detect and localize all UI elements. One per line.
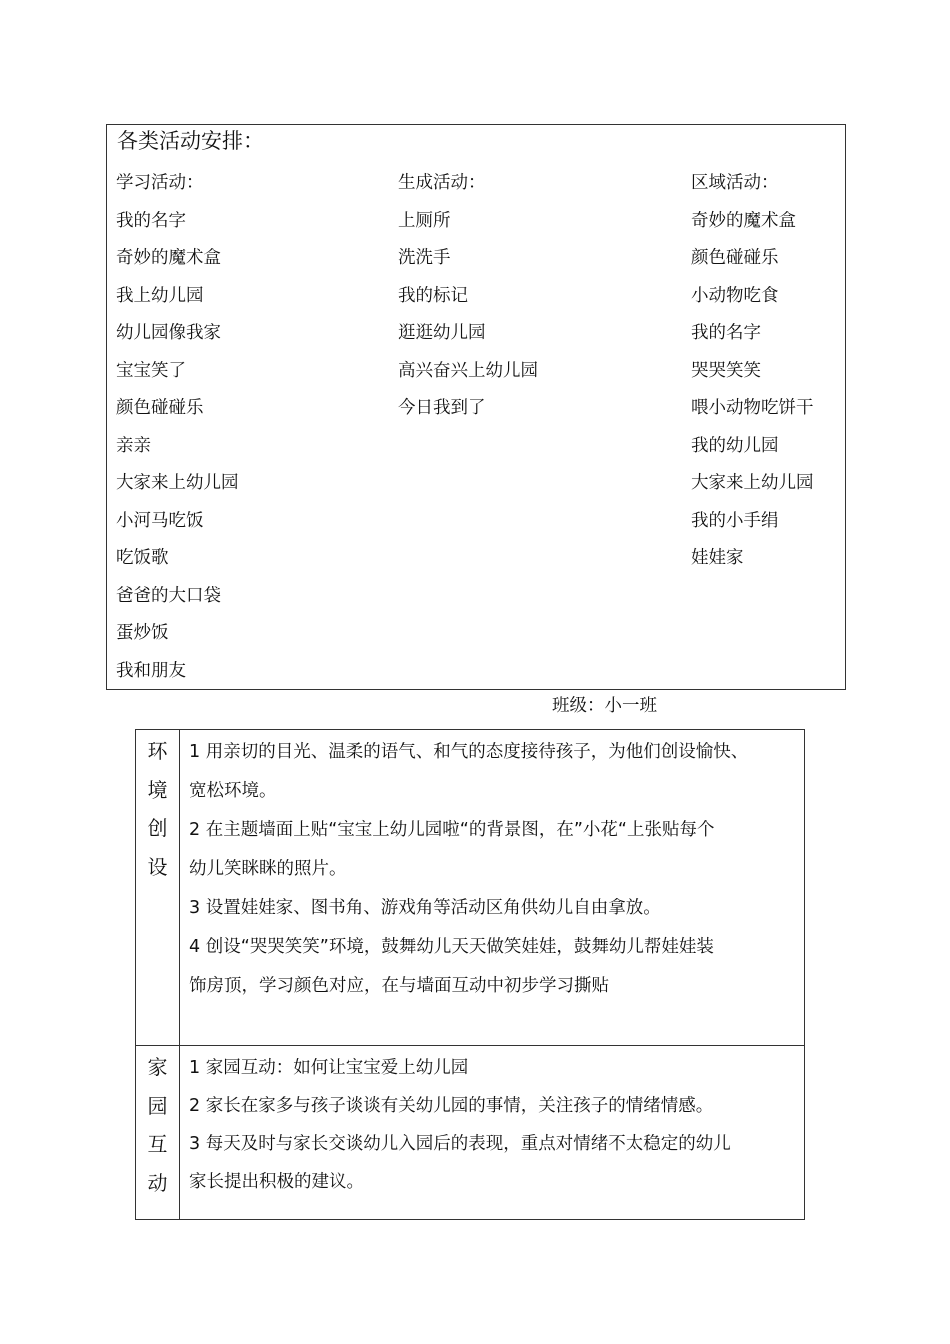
- list-item: 幼儿园像我家: [116, 323, 221, 343]
- home-line: 3 每天及时与家长交谈幼儿入园后的表现，重点对情绪不太稳定的幼儿: [189, 1134, 731, 1154]
- environment-header: [136, 730, 180, 1045]
- home-interaction-header: [136, 1046, 180, 1219]
- header-char: 设: [147, 854, 168, 879]
- environment-content: [180, 730, 804, 1045]
- header-char: 境: [147, 777, 168, 802]
- list-item: 喂小动物吃饼干: [691, 398, 814, 418]
- environment-line: 4 创设“哭哭笑笑”环境，鼓舞幼儿天天做笑娃娃，鼓舞幼儿帮娃娃装: [189, 937, 714, 957]
- header-char: 互: [147, 1132, 168, 1156]
- home-line: 1 家园互动：如何让宝宝爱上幼儿园: [189, 1058, 469, 1078]
- list-item: 颜色碰碰乐: [116, 398, 204, 418]
- list-item: 上厕所: [398, 210, 451, 231]
- environment-line: 3 设置娃娃家、图书角、游戏角等活动区角供幼儿自由拿放。: [189, 898, 661, 918]
- list-item: 宝宝笑了: [116, 360, 186, 381]
- list-item: 高兴奋兴上幼儿园: [398, 360, 538, 381]
- list-item: 我的名字: [691, 323, 761, 343]
- home-interaction-content: [180, 1046, 804, 1219]
- header-char: 家: [147, 1055, 168, 1079]
- list-item: 小动物吃食: [691, 285, 779, 306]
- list-item: 逛逛幼儿园: [398, 323, 486, 343]
- environment-line: 幼儿笑眯眯的照片。: [189, 859, 347, 879]
- list-item: 爸爸的大口袋: [116, 585, 221, 606]
- list-item: 今日我到了: [398, 398, 486, 418]
- activity-title: 各类活动安排：: [117, 129, 264, 153]
- learning-activities-column: [116, 165, 239, 690]
- list-item: 小河马吃饭: [116, 510, 204, 531]
- list-item: 大家来上幼儿园: [116, 473, 239, 493]
- list-item: 我上幼儿园: [116, 285, 204, 306]
- header-char: 动: [147, 1170, 168, 1195]
- list-item: 吃饭歌: [116, 548, 169, 568]
- list-item: 我的幼儿园: [691, 435, 779, 456]
- generative-activities-column: [398, 165, 538, 428]
- header-char: 创: [147, 816, 168, 840]
- environment-line: 2 在主题墙面上贴“宝宝上幼儿园啦“的背景图，在”小花“上张贴每个: [189, 820, 715, 840]
- list-item: 哭哭笑笑: [691, 360, 761, 381]
- environment-line: 宽松环境。: [189, 781, 277, 801]
- list-item: 娃娃家: [691, 548, 744, 568]
- area-activities-column: [691, 165, 814, 578]
- list-item: 颜色碰碰乐: [691, 248, 779, 268]
- header-char: 环: [147, 739, 168, 763]
- list-item: 我的名字: [116, 210, 186, 231]
- list-item: 我的标记: [398, 285, 468, 306]
- list-item: 亲亲: [116, 435, 151, 456]
- table-row-home-interaction: [136, 1045, 804, 1219]
- header-char: 园: [147, 1093, 168, 1118]
- activity-schedule-box: [106, 124, 846, 690]
- list-item: 奇妙的魔术盒: [691, 210, 796, 231]
- list-item: 我和朋友: [116, 660, 186, 681]
- home-line: 家长提出积极的建议。: [189, 1172, 364, 1192]
- list-item: 蛋炒饭: [116, 623, 169, 643]
- list-item: 洗洗手: [398, 248, 451, 268]
- list-item: 奇妙的魔术盒: [116, 248, 221, 268]
- home-line: 2 家长在家多与孩子谈谈有关幼儿园的事情，关注孩子的情绪情感。: [189, 1096, 714, 1116]
- list-item: 我的小手绢: [691, 510, 779, 531]
- list-item: 大家来上幼儿园: [691, 473, 814, 493]
- class-label: 班级：小一班: [552, 696, 657, 716]
- table-row-environment: [136, 730, 804, 1045]
- area-activities-heading: 区域活动：: [691, 173, 779, 193]
- info-table: [135, 729, 805, 1220]
- generative-activities-heading: 生成活动：: [398, 173, 486, 193]
- environment-line: 饰房顶，学习颜色对应，在与墙面互动中初步学习撕贴: [189, 976, 609, 996]
- learning-activities-heading: 学习活动：: [116, 173, 204, 193]
- environment-line: 1 用亲切的目光、温柔的语气、和气的态度接待孩子，为他们创设愉快、: [189, 742, 749, 762]
